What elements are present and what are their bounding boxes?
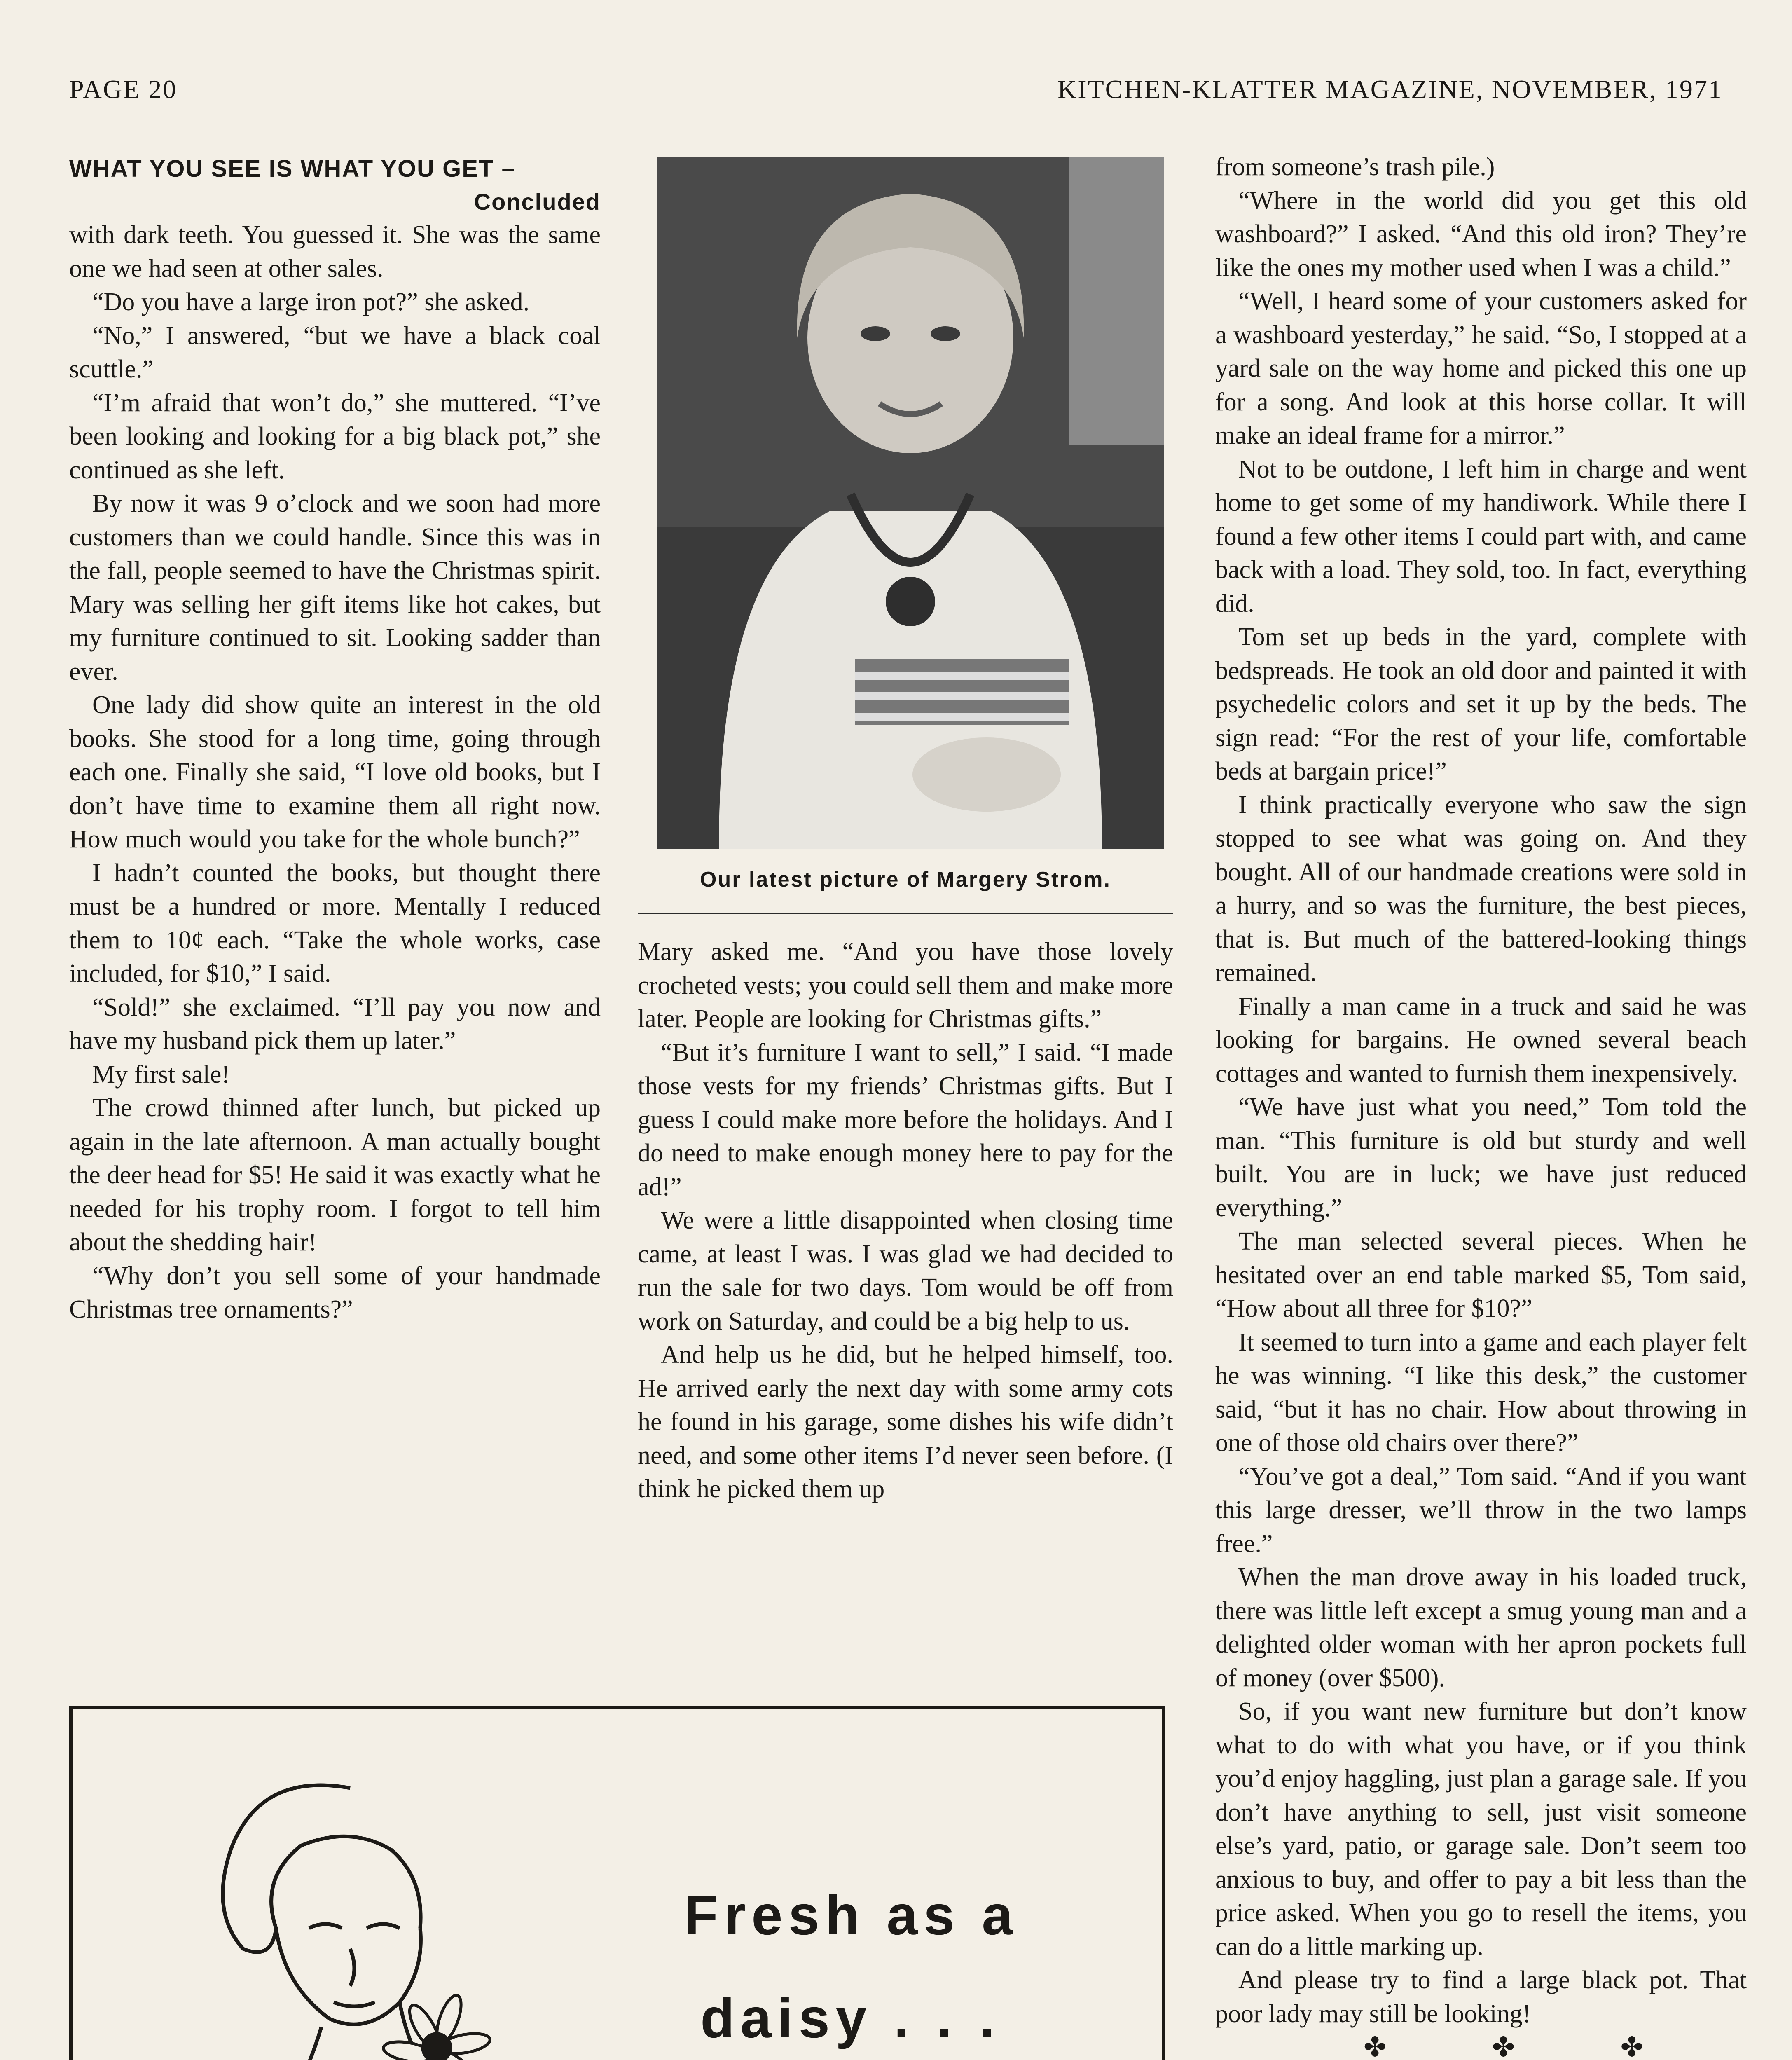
paragraph: The crowd thinned after lunch, but picked up again in the late afternoon. A man actually bought the deer head for $5! He said it was exactly what he needed for his trophy room. I forgot to tell him about the shedding hair! xyxy=(69,1094,601,1256)
paragraph: When the man drove away in his loaded truck, there was little left except a smug young man and a delighted older woman with her apron pockets full of money (over $500). xyxy=(1215,1563,1747,1692)
paragraph: “You’ve got a deal,” Tom said. “And if you want this large dresser, we’ll throw in the two lamps free.” xyxy=(1215,1462,1747,1558)
paragraph: Mary asked me. “And you have those lovely crocheted vests; you could sell them and make more later. People are looking for Christmas gifts.” xyxy=(638,938,1173,1033)
article-column-1 xyxy=(69,152,601,1327)
paragraph: I hadn’t counted the books, but thought there must be a hundred or more. Mentally I reduced them to 10¢ each. “Take the whole works, case included, for $10,” I said. xyxy=(69,859,601,988)
caption-divider xyxy=(638,913,1173,914)
photo-caption: Our latest picture of Margery Strom. xyxy=(700,868,1111,892)
article-column-3 xyxy=(1215,150,1747,2060)
ad-headline-line-2: daisy . . . xyxy=(700,1987,1001,2049)
paragraph: “I’m afraid that won’t do,” she muttered. “I’ve been looking and looking for a big black pot,” she continued as she left. xyxy=(69,389,601,484)
paragraph: Tom set up beds in the yard, complete with bedspreads. He took an old door and painted it with psychedelic colors and set it up by the beds. The sign read: “For the rest of your life, comfortable beds at bargain price!” xyxy=(1215,623,1747,785)
paragraph: So, if you want new furniture but don’t know what to do with what you have, or if you think you’d enjoy haggling, just plan a garage sale. If you don’t have anything to sell, just visit someone else’s yard, patio, or garage sale. Don’t seem too anxious to buy, and offer to pay a bit less than the price asked. When you go to resell the items, you can do a little marking up. xyxy=(1215,1697,1747,1961)
article-column-2 xyxy=(638,935,1173,1506)
article-title: WHAT YOU SEE IS WHAT YOU GET – xyxy=(69,155,516,182)
paragraph: Not to be outdone, I left him in charge and went home to get some of my handiwork. While there I found a few other items I could part with, and came back with a load. They sold, too. In fact, everything did. xyxy=(1215,455,1747,618)
paragraph: We were a little disappointed when closing time came, at least I was. I was glad we had decided to run the sale for two days. Tom would be off from work on Saturday, and could be a big help to us. xyxy=(638,1206,1173,1335)
paragraph: And help us he did, but he helped himself, too. He arrived early the next day with some army cots he found in his garage, some dishes his wife didn’t need, and some other items I’d never seen before. (I think he picked them up xyxy=(638,1341,1173,1503)
portrait-image xyxy=(657,157,1164,849)
paragraph: Finally a man came in a truck and said he was looking for bargains. He owned several beach cottages and wanted to furnish them inexpensively. xyxy=(1215,992,1747,1088)
paragraph: The man selected several pieces. When he hesitated over an end table marked $5, Tom said, “How about all three for $10?” xyxy=(1215,1227,1747,1323)
paragraph: By now it was 9 o’clock and we soon had more customers than we could handle. Since this was in the fall, people seemed to have the Christmas spirit. Mary was selling her gift items like hot cakes, but my furniture continued to sit. Looking sadder than ever. xyxy=(69,489,601,686)
article-subtitle: Concluded xyxy=(474,189,601,215)
paragraph: I think practically everyone who saw the sign stopped to see what was going on. And they bought. All of our handmade creations were sold in a hurry, and so was the furniture, the best pieces, that is. But much of the battered-looking things remained. xyxy=(1215,791,1747,987)
paragraph: “Do you have a large iron pot?” she asked. xyxy=(92,288,530,316)
paragraph: “We have just what you need,” Tom told the man. “This furniture is old but sturdy and well built. You are in luck; we have just reduced everything.” xyxy=(1215,1093,1747,1222)
paragraph: from someone’s trash pile.) xyxy=(1215,153,1495,181)
paragraph: “Why don’t you sell some of your handmade Christmas tree ornaments?” xyxy=(69,1262,601,1323)
ad-headline-line-1: Fresh as a xyxy=(684,1884,1019,1946)
end-mark xyxy=(1215,2031,1747,2060)
paragraph: “Well, I heard some of your customers asked for a washboard yesterday,” he said. “So, I stopped at a yard sale on the way home and picked this one up for a song. And look at this horse collar. It will make an ideal frame for a mirror.” xyxy=(1215,287,1747,449)
woman-with-daisy-illustration xyxy=(136,1755,568,2060)
paragraph: “Sold!” she exclaimed. “I’ll pay you now and have my husband pick them up later.” xyxy=(69,993,601,1055)
paragraph: It seemed to turn into a game and each player felt he was winning. “I like this desk,” the customer said, “but it has no chair. How about throwing in one of those old chairs over there?” xyxy=(1215,1328,1747,1457)
magazine-title: KITCHEN-KLATTER MAGAZINE, NOVEMBER, 1971 xyxy=(1057,75,1723,104)
paragraph: “But it’s furniture I want to sell,” I said. “I made those vests for my friends’ Christmas gifts. But I guess I could make more before the holidays. And I do need to make enough money here to pay for the ad!” xyxy=(638,1038,1173,1201)
page-number: PAGE 20 xyxy=(69,75,178,104)
end-ornament: ✤ ✤ ✤ xyxy=(1364,2032,1693,2060)
paragraph: “No,” I answered, “but we have a black coal scuttle.” xyxy=(69,321,601,383)
paragraph: And please try to find a large black pot. That poor lady may still be looking! xyxy=(1215,1966,1747,2028)
paragraph: My first sale! xyxy=(92,1060,230,1089)
paragraph: One lady did show quite an interest in the old books. She stood for a long time, going through each one. Finally she said, “I love old books, but I don’t have time to examine them all right now. How much would you take for the whole bunch?” xyxy=(69,691,601,853)
paragraph: “Where in the world did you get this old washboard?” I asked. “And this old iron? They’re like the ones my mother used when I was a child.” xyxy=(1215,186,1747,282)
paragraph: with dark teeth. You guessed it. She was the same one we had seen at other sales. xyxy=(69,221,601,283)
portrait-photo xyxy=(657,157,1164,849)
daisy-illustration xyxy=(136,1755,568,2060)
